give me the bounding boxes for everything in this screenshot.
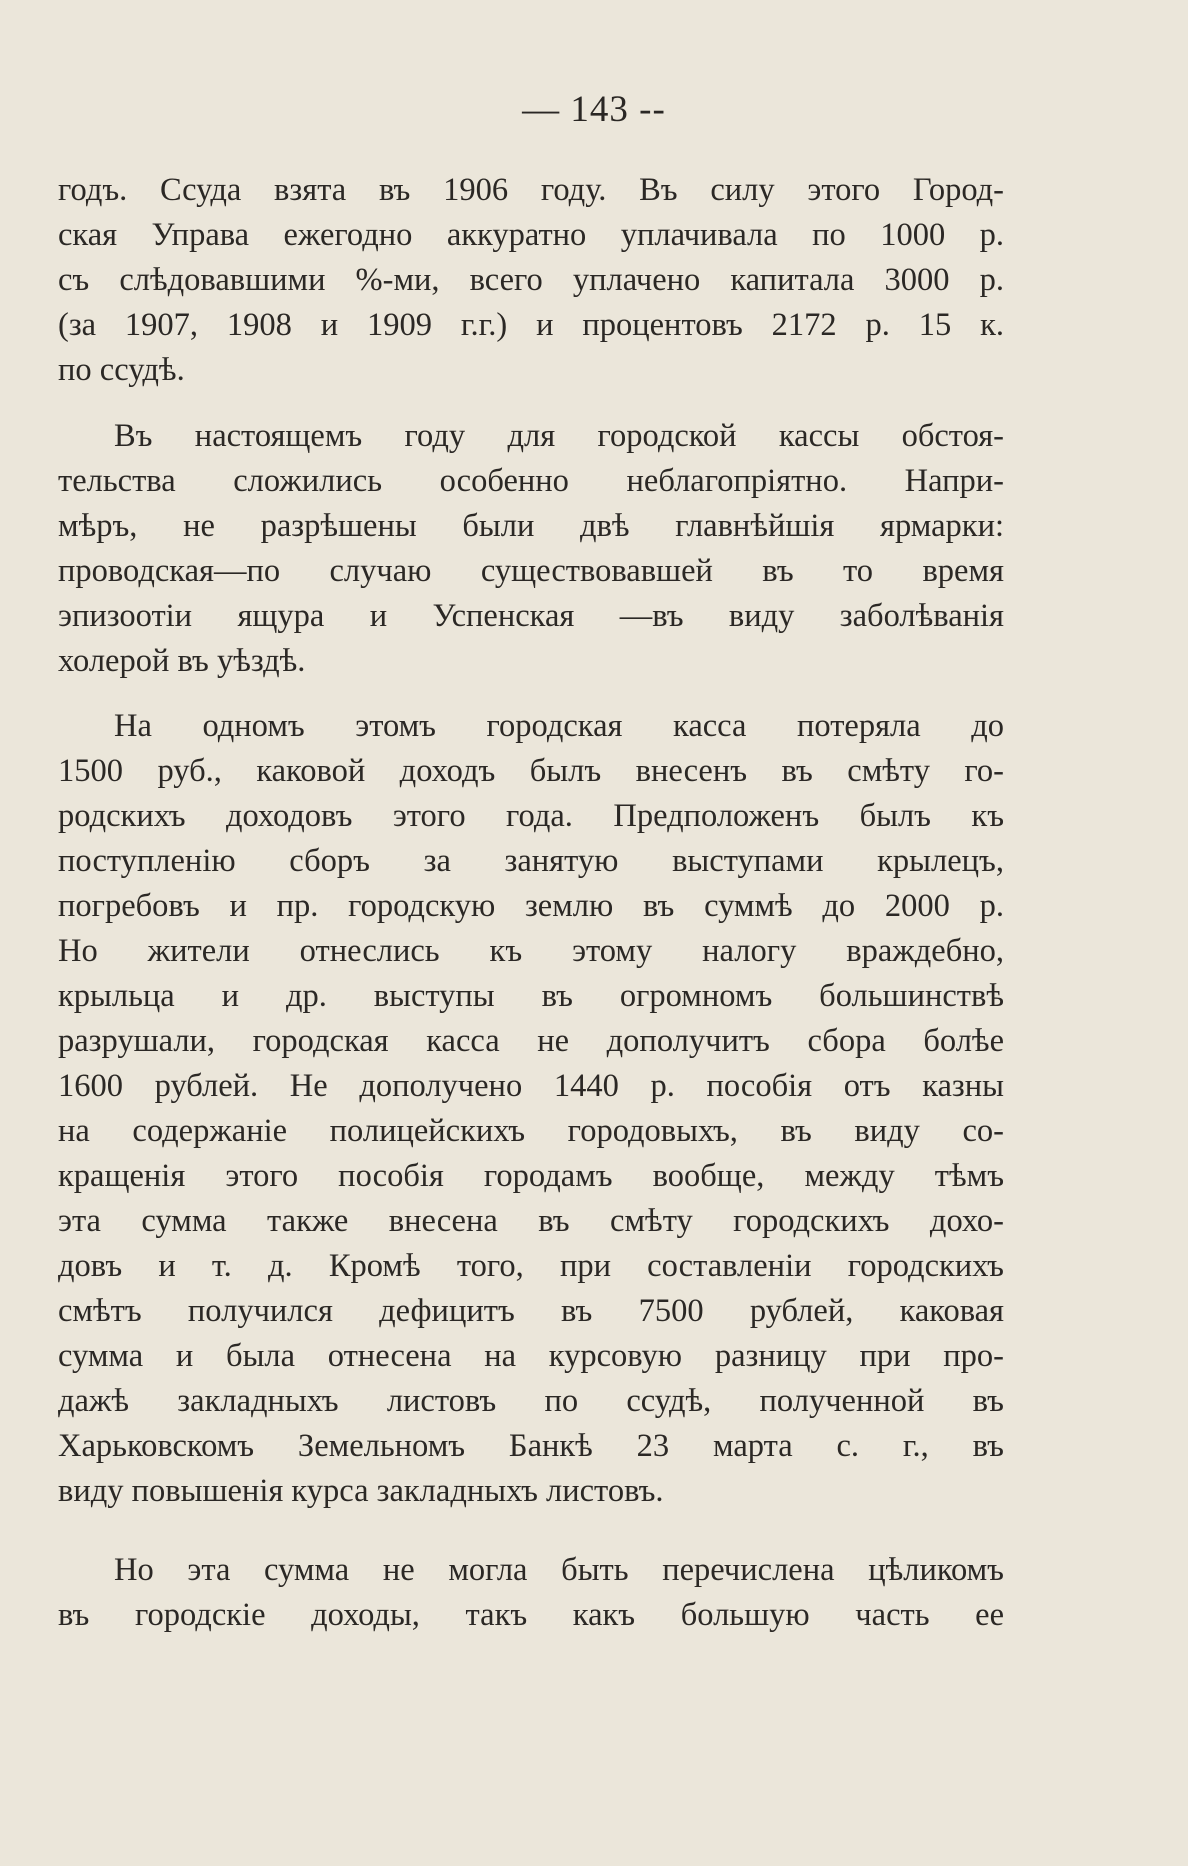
text-line: на содержаніе полицейскихъ городовыхъ, въ виду со- <box>58 1113 1004 1149</box>
text-line: (за 1907, 1908 и 1909 г.г.) и процентовъ 2172 р. 15 к. <box>58 307 1004 343</box>
text-line: ская Управа ежегодно аккуратно уплачивала по 1000 р. <box>58 217 1004 253</box>
text-line: кращенія этого пособія городамъ вообще, между тѣмъ <box>58 1158 1004 1194</box>
text-line: смѣтъ получился дефицитъ въ 7500 рублей, каковая <box>58 1293 1004 1329</box>
text-line: съ слѣдовавшими %-ми, всего уплачено капитала 3000 р. <box>58 262 1004 298</box>
text-line: крыльца и др. выступы въ огромномъ большинствѣ <box>58 978 1004 1014</box>
page-number: — 143 -- <box>522 89 666 130</box>
text-line: годъ. Ссуда взята въ 1906 году. Въ силу этого Город- <box>58 172 1004 208</box>
text-line: мѣръ, не разрѣшены были двѣ главнѣйшія ярмарки: <box>58 508 1004 544</box>
text-line: Харьковскомъ Земельномъ Банкѣ 23 марта с. г., въ <box>58 1428 1004 1464</box>
text-line: 1600 рублей. Не дополучено 1440 р. пособія отъ казны <box>58 1068 1004 1104</box>
text-line: разрушали, городская касса не дополучитъ сбора болѣе <box>58 1023 1004 1059</box>
text-line: Но эта сумма не могла быть перечислена цѣликомъ <box>114 1552 1004 1588</box>
text-line: Въ настоящемъ году для городской кассы обстоя- <box>114 418 1004 454</box>
text-line: въ городскіе доходы, такъ какъ большую часть ее <box>58 1597 1004 1633</box>
paragraph-2 <box>58 414 1004 684</box>
text-line: Но жители отнеслись къ этому налогу враждебно, <box>58 933 1004 969</box>
text-line: погребовъ и пр. городскую землю въ суммѣ до 2000 р. <box>58 888 1004 924</box>
text-line: поступленію сборъ за занятую выступами крылецъ, <box>58 843 1004 879</box>
text-line: сумма и была отнесена на курсовую разницу при про- <box>58 1338 1004 1374</box>
text-line: эта сумма также внесена въ смѣту городскихъ дохо- <box>58 1203 1004 1239</box>
paragraph-1 <box>58 168 1004 393</box>
text-line: довъ и т. д. Кромѣ того, при составленіи городскихъ <box>58 1248 1004 1284</box>
text-line: по ссудѣ. <box>58 352 185 388</box>
text-line: виду повышенія курса закладныхъ листовъ. <box>58 1473 664 1509</box>
text-line: На одномъ этомъ городская касса потеряла до <box>114 708 1004 744</box>
text-line: дажѣ закладныхъ листовъ по ссудѣ, полученной въ <box>58 1383 1004 1419</box>
text-line: холерой въ уѣздѣ. <box>58 643 306 679</box>
text-line: родскихъ доходовъ этого года. Предположенъ былъ къ <box>58 798 1004 834</box>
paragraph-3 <box>58 704 1004 1514</box>
text-line: тельства сложились особенно неблагопріятно. Напри- <box>58 463 1004 499</box>
paragraph-4 <box>58 1548 1004 1638</box>
text-line: проводская—по случаю существовавшей въ то время <box>58 553 1004 589</box>
text-line: 1500 руб., каковой доходъ былъ внесенъ въ смѣту го- <box>58 753 1004 789</box>
text-line: эпизоотіи ящура и Успенская —въ виду заболѣванія <box>58 598 1004 634</box>
